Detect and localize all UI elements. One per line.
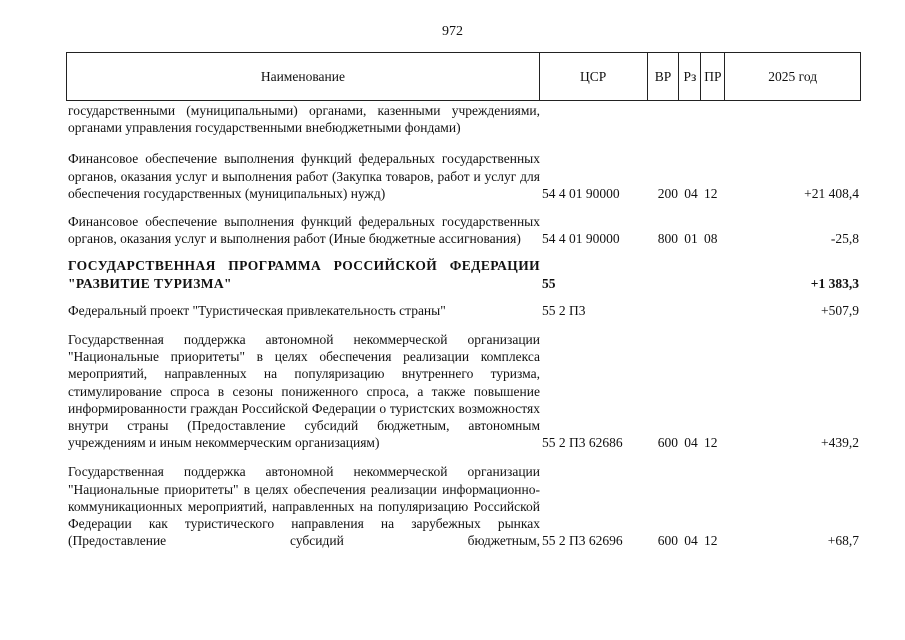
row-sum: +68,7 (827, 533, 859, 549)
row-pr: 12 (704, 533, 718, 549)
row-vr: 600 (657, 533, 678, 549)
header-name: Наименование (67, 53, 540, 100)
row-vr: 800 (657, 231, 678, 247)
header-rz: Рз (679, 53, 701, 100)
row-name: Финансовое обеспечение выполнения функций федеральных государственных органов, оказания услуг и выполнения работ (Закупка товаров, работ и услуг для обеспечения государственных (муниципальных) нужд) (68, 151, 540, 201)
table-row (66, 150, 861, 202)
table-row-program (66, 257, 861, 291)
row-vr: 200 (657, 185, 678, 201)
row-pr: 12 (704, 435, 718, 451)
row-name: Финансовое обеспечение выполнения функций федеральных государственных органов, оказания услуг и выполнения работ (Иные бюджетные ассигнования) (68, 214, 540, 247)
row-csr: 55 2 П3 62696 (542, 533, 623, 549)
table-row (66, 463, 861, 549)
row-sum: +439,2 (821, 435, 859, 451)
header-vr: ВР (648, 53, 680, 100)
row-name: Государственная поддержка автономной некоммерческой организации "Национальные приоритеты" в целях обеспечения реализации информационно-коммуникационных мероприятий, направленных на популяризацию Российской Федерации как туристического направления на зарубежных рынках (Предоставление субсидий бюджетным, (68, 464, 540, 549)
row-name: Федеральный проект "Туристическая привлекательность страны" (68, 302, 446, 318)
page-number: 972 (442, 24, 463, 39)
row-csr: 55 2 П3 (542, 302, 586, 318)
header-csr: ЦСР (540, 53, 648, 100)
header-pr: ПР (701, 53, 725, 100)
row-name: Государственная поддержка автономной некоммерческой организации "Национальные приоритеты" в целях обеспечения реализации комплекса мероприятий, направленных на популяризацию внутреннего туризма, стимулирование спроса в сезоны пониженного спроса, а также повышение информированности граждан Российской Федерации о туристских возможностях внутри страны (Предоставление субсидий бюджетным, автономным учреждениям и иным некоммерческим организациям) (68, 332, 540, 451)
budget-table (66, 52, 861, 549)
row-csr: 54 4 01 90000 (542, 185, 620, 201)
row-rz: 01 (684, 231, 698, 247)
table-header (66, 52, 861, 101)
row-vr: 600 (657, 435, 678, 451)
row-sum: -25,8 (830, 231, 859, 247)
table-row (66, 102, 861, 136)
header-year: 2025 год (768, 68, 818, 84)
table-row (66, 302, 861, 319)
table-body (66, 102, 861, 549)
row-pr: 12 (704, 185, 718, 201)
row-rz: 04 (684, 185, 698, 201)
row-csr: 55 2 П3 62686 (542, 435, 623, 451)
row-csr: 55 (542, 275, 556, 291)
table-row (66, 331, 861, 451)
row-rz: 04 (684, 435, 698, 451)
row-sum: +21 408,4 (804, 185, 859, 201)
row-name: государственными (муниципальными) органами, казенными учреждениями, органами управления государственными внебюджетными фондами) (68, 103, 540, 136)
row-rz: 04 (684, 533, 698, 549)
row-name: ГОСУДАРСТВЕННАЯ ПРОГРАММА РОССИЙСКОЙ ФЕДЕРАЦИИ "РАЗВИТИЕ ТУРИЗМА" (68, 258, 540, 291)
row-pr: 08 (704, 231, 718, 247)
row-sum: +1 383,3 (810, 275, 859, 291)
row-sum: +507,9 (821, 302, 859, 318)
row-csr: 54 4 01 90000 (542, 231, 620, 247)
table-row (66, 213, 861, 247)
